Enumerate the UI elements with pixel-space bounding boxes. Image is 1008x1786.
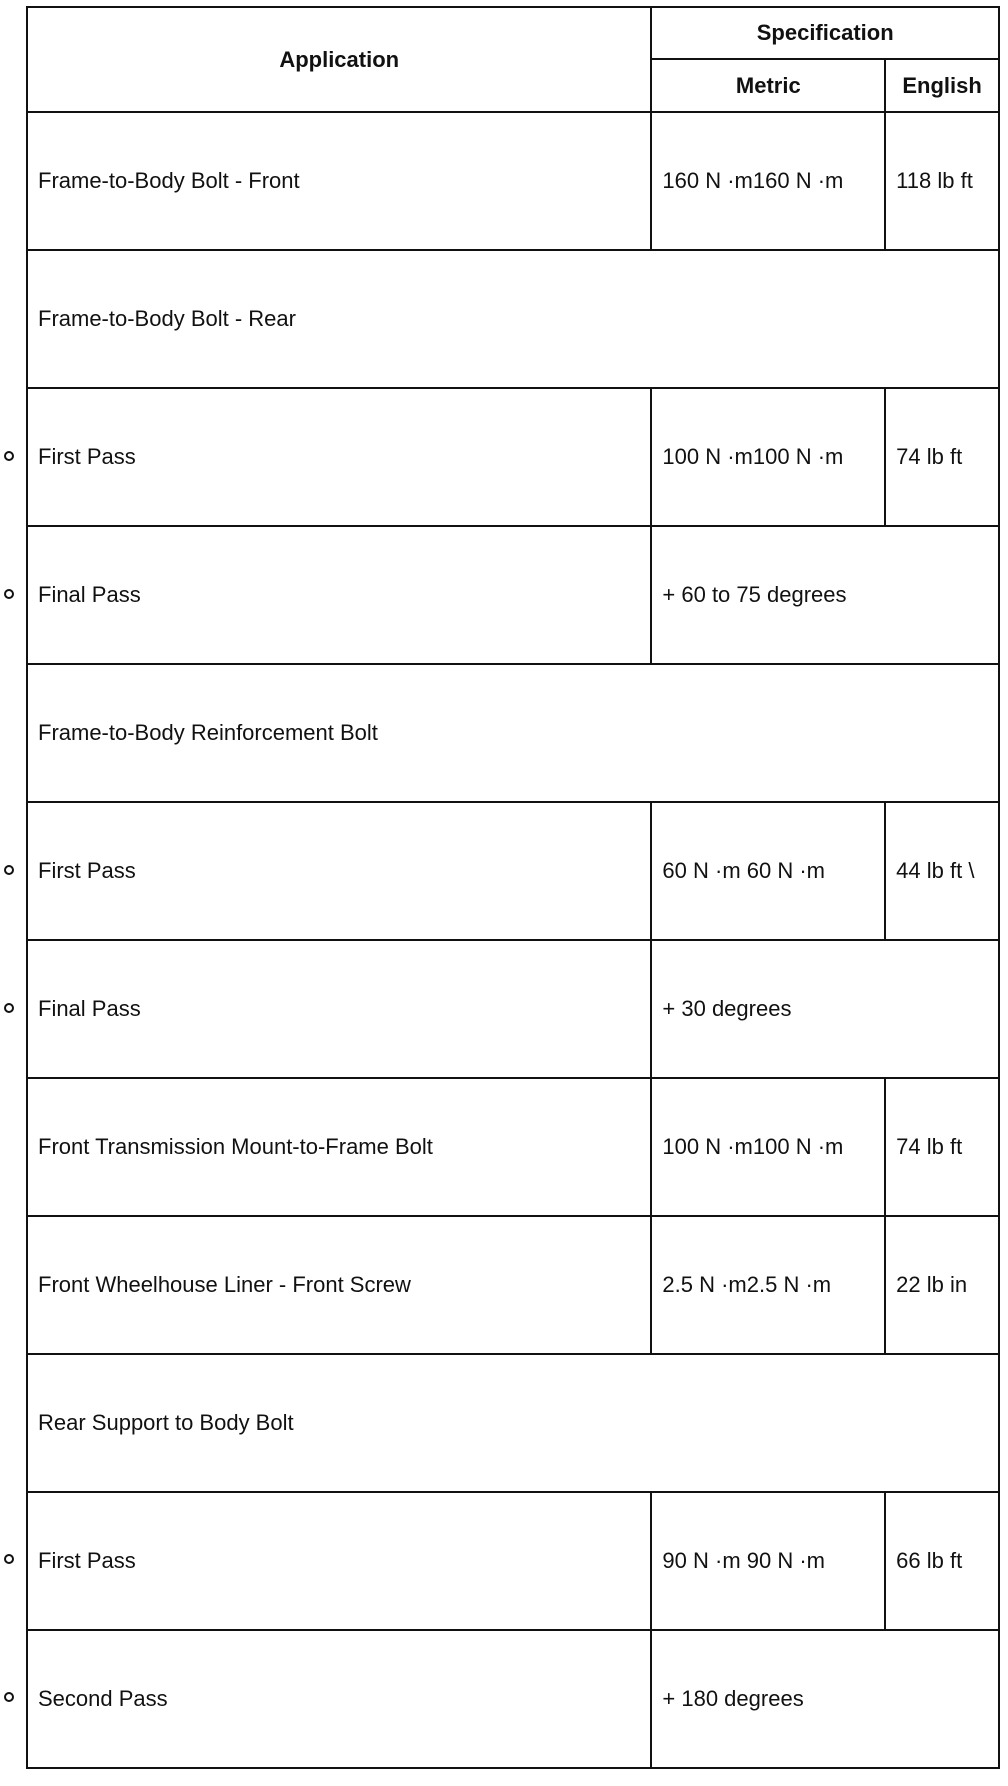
metric-cell: 100 N ·m100 N ·m <box>651 1078 885 1216</box>
metric-cell: 60 N ·m 60 N ·m <box>651 802 885 940</box>
table-row <box>27 1354 999 1492</box>
application-cell: Final Pass <box>27 940 651 1078</box>
table-row <box>27 1078 999 1216</box>
application-group-cell: Rear Support to Body Bolt <box>27 1354 999 1492</box>
table-row <box>27 940 999 1078</box>
specification-cell: + 30 degrees <box>651 940 999 1078</box>
table-row <box>27 1630 999 1768</box>
specification-header: Specification <box>651 7 999 59</box>
table-row <box>27 112 999 250</box>
metric-cell: 2.5 N ·m2.5 N ·m <box>651 1216 885 1354</box>
application-cell: Final Pass <box>27 526 651 664</box>
english-cell: 118 lb ft <box>885 112 999 250</box>
application-header: Application <box>27 7 651 112</box>
bullet-icon <box>4 1692 14 1702</box>
bullet-icon <box>4 451 14 461</box>
table-row <box>27 250 999 388</box>
metric-header: Metric <box>651 59 885 112</box>
table-row <box>27 1492 999 1630</box>
application-cell: Frame-to-Body Bolt - Front <box>27 112 651 250</box>
application-cell: First Pass <box>27 388 651 526</box>
english-header: English <box>885 59 999 112</box>
bullet-icon <box>4 1003 14 1013</box>
table-row <box>27 526 999 664</box>
specification-cell: + 180 degrees <box>651 1630 999 1768</box>
table-row <box>27 1216 999 1354</box>
application-cell: First Pass <box>27 802 651 940</box>
fastener-tightening-table <box>26 6 1000 1769</box>
table-row <box>27 388 999 526</box>
application-cell: Second Pass <box>27 1630 651 1768</box>
application-group-cell: Frame-to-Body Bolt - Rear <box>27 250 999 388</box>
table-row <box>27 664 999 802</box>
english-cell: 22 lb in <box>885 1216 999 1354</box>
application-group-cell: Frame-to-Body Reinforcement Bolt <box>27 664 999 802</box>
application-cell: Front Wheelhouse Liner - Front Screw <box>27 1216 651 1354</box>
table-row <box>27 802 999 940</box>
english-cell: 74 lb ft <box>885 1078 999 1216</box>
application-cell: Front Transmission Mount-to-Frame Bolt <box>27 1078 651 1216</box>
header-row <box>27 7 999 59</box>
english-cell: 44 lb ft \ <box>885 802 999 940</box>
application-cell: First Pass <box>27 1492 651 1630</box>
specification-cell: + 60 to 75 degrees <box>651 526 999 664</box>
metric-cell: 90 N ·m 90 N ·m <box>651 1492 885 1630</box>
bullet-icon <box>4 1554 14 1564</box>
bullet-icon <box>4 589 14 599</box>
english-cell: 66 lb ft <box>885 1492 999 1630</box>
english-cell: 74 lb ft <box>885 388 999 526</box>
metric-cell: 160 N ·m160 N ·m <box>651 112 885 250</box>
metric-cell: 100 N ·m100 N ·m <box>651 388 885 526</box>
bullet-icon <box>4 865 14 875</box>
